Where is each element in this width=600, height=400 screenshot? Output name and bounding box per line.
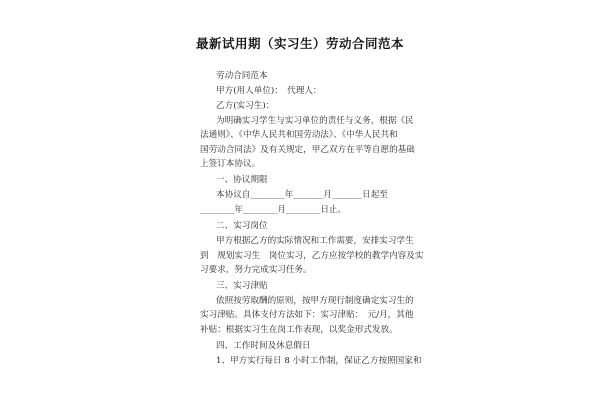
doc-line-party-a: 甲方(用人单位)： 代理人：	[216, 86, 322, 96]
doc-paragraph-line: 实习津贴。具体支付方法如下：实习津贴： 元/月，其他	[200, 310, 414, 320]
section-heading-allowance: 三、实习津贴	[216, 281, 268, 291]
section-heading-working-hours: 四、工作时间及休息假日	[216, 341, 311, 351]
doc-paragraph-line: 补贴：根据实习生在岗工作表现，以奖金形式发放。	[200, 325, 398, 335]
document-title: 最新试用期（实习生）劳动合同范本	[195, 36, 404, 51]
doc-paragraph-line: 法通则》、《中华人民共和国劳动法》、《中华人民共和	[200, 130, 398, 140]
doc-paragraph-line: 国劳动合同法》及有关规定，甲乙双方在平等自愿的基础	[200, 145, 415, 155]
doc-paragraph-line: 1、甲方实行每日 8 小时工作制，保证乙方按照国家和	[216, 356, 422, 366]
doc-paragraph-line: 为明确实习学生与实习单位的责任与义务，根据《民	[216, 116, 414, 126]
doc-paragraph-line: 上签订本协议。	[200, 159, 261, 169]
doc-line-contract-sample: 劳动合同范本	[216, 71, 268, 81]
doc-paragraph-line: 依照按劳取酬的原则，按甲方现行制度确定实习生的	[216, 296, 414, 306]
doc-paragraph-line: 本协议自________年_______月_______日起至	[216, 190, 388, 200]
doc-paragraph-line: 到 规划实习生 岗位实习，乙方应按学校的教学内容及实	[200, 251, 424, 261]
doc-paragraph-line: 习要求，努力完成实习任务。	[200, 265, 312, 275]
section-heading-position: 二、实习岗位	[216, 221, 268, 231]
doc-paragraph-line: 甲方根据乙方的实际情况和工作需要，安排实习学生	[216, 236, 414, 246]
doc-paragraph-line: ________年________月________日止。	[200, 205, 347, 215]
section-heading-term: 一、协议期限	[216, 175, 268, 185]
doc-line-party-b: 乙方(实习生)：	[216, 101, 275, 111]
